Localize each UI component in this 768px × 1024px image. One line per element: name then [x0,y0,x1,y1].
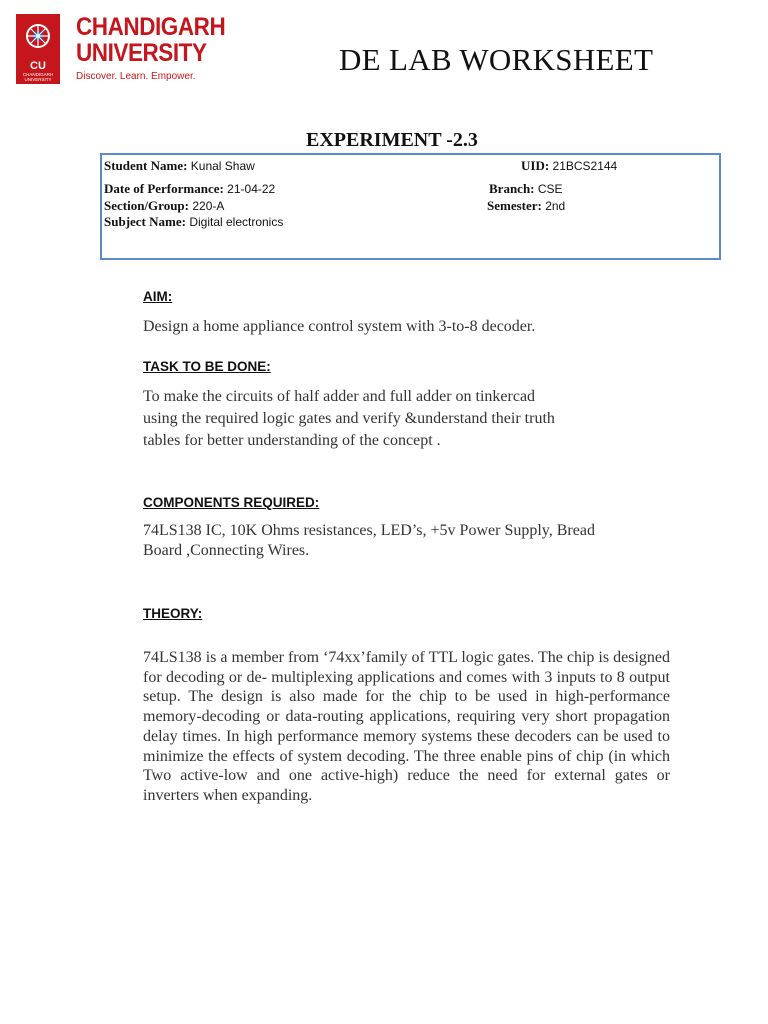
logo-name [76,14,225,66]
date-label: Date of Performance: [104,181,224,196]
components-section [143,495,670,561]
task-section [143,359,670,451]
branch-label: Branch: [489,181,535,196]
aim-section [143,289,670,337]
student-name-row [104,158,255,174]
task-heading: TASK TO BE DONE: [143,359,271,374]
theory-heading: THEORY: [143,606,203,621]
theory-text: 74LS138 is a member from ‘74xx’family of TTL logic gates. The chip is designed for decoding or de- multiplexing applications and comes with 3 inputs to 8 output setup. The design is also made for the chip to be used in high-performance memory-decoding or data-routing applications, requiring very short propagation delay times. In high performance memory systems these decoders can be used to minimize the effects of system decoding. The three enable pins of chip (in which Two active-low and one active-high) reduce the need for external gates or inverters when expanding. [143,649,670,804]
task-line: To make the circuits of half adder and full adder on tinkercad [143,388,536,405]
task-line: tables for better understanding of the concept . [143,432,441,449]
date-row [104,181,275,197]
task-text [143,387,670,451]
semester-label: Semester: [487,198,542,213]
logo-name-line1: CHANDIGARH [76,13,226,41]
subject-label: Subject Name: [104,214,186,229]
logo-emblem [16,14,60,84]
components-line: Board ,Connecting Wires. [143,542,310,559]
logo-badge-sub: CHANDIGARH UNIVERSITY [22,72,54,82]
task-line: using the required logic gates and verify &understand their truth [143,410,555,427]
student-name-label: Student Name: [104,158,188,173]
student-info-box [100,153,721,260]
globe-icon [22,18,54,58]
subject-value: Digital electronics [189,215,284,229]
date-value: 21-04-22 [227,182,276,196]
section-value: 220-A [192,199,225,213]
logo-badge: CU [30,60,46,72]
aim-text: Design a home appliance control system with 3-to-8 decoder. [143,318,536,335]
logo-name-line2: UNIVERSITY [76,39,207,67]
subject-row [104,214,283,230]
experiment-title: EXPERIMENT -2.3 [306,129,478,151]
uid-row [521,158,617,174]
semester-row [487,198,565,214]
components-line: 74LS138 IC, 10K Ohms resistances, LED’s, +5v Power Supply, Bread [143,522,595,539]
branch-row [489,181,563,197]
semester-value: 2nd [545,199,566,213]
logo-tagline: Discover. Learn. Empower. [76,71,196,82]
section-label: Section/Group: [104,198,189,213]
uid-value: 21BCS2144 [552,159,618,173]
university-logo [16,14,226,86]
aim-heading: AIM: [143,289,173,304]
branch-value: CSE [537,182,563,196]
section-row [104,198,224,214]
student-name-value: Kunal Shaw [190,159,255,173]
theory-section [143,606,670,806]
uid-label: UID: [521,158,550,173]
document-title: DE LAB WORKSHEET [339,42,654,77]
components-text [143,521,670,561]
components-heading: COMPONENTS REQUIRED: [143,495,320,510]
